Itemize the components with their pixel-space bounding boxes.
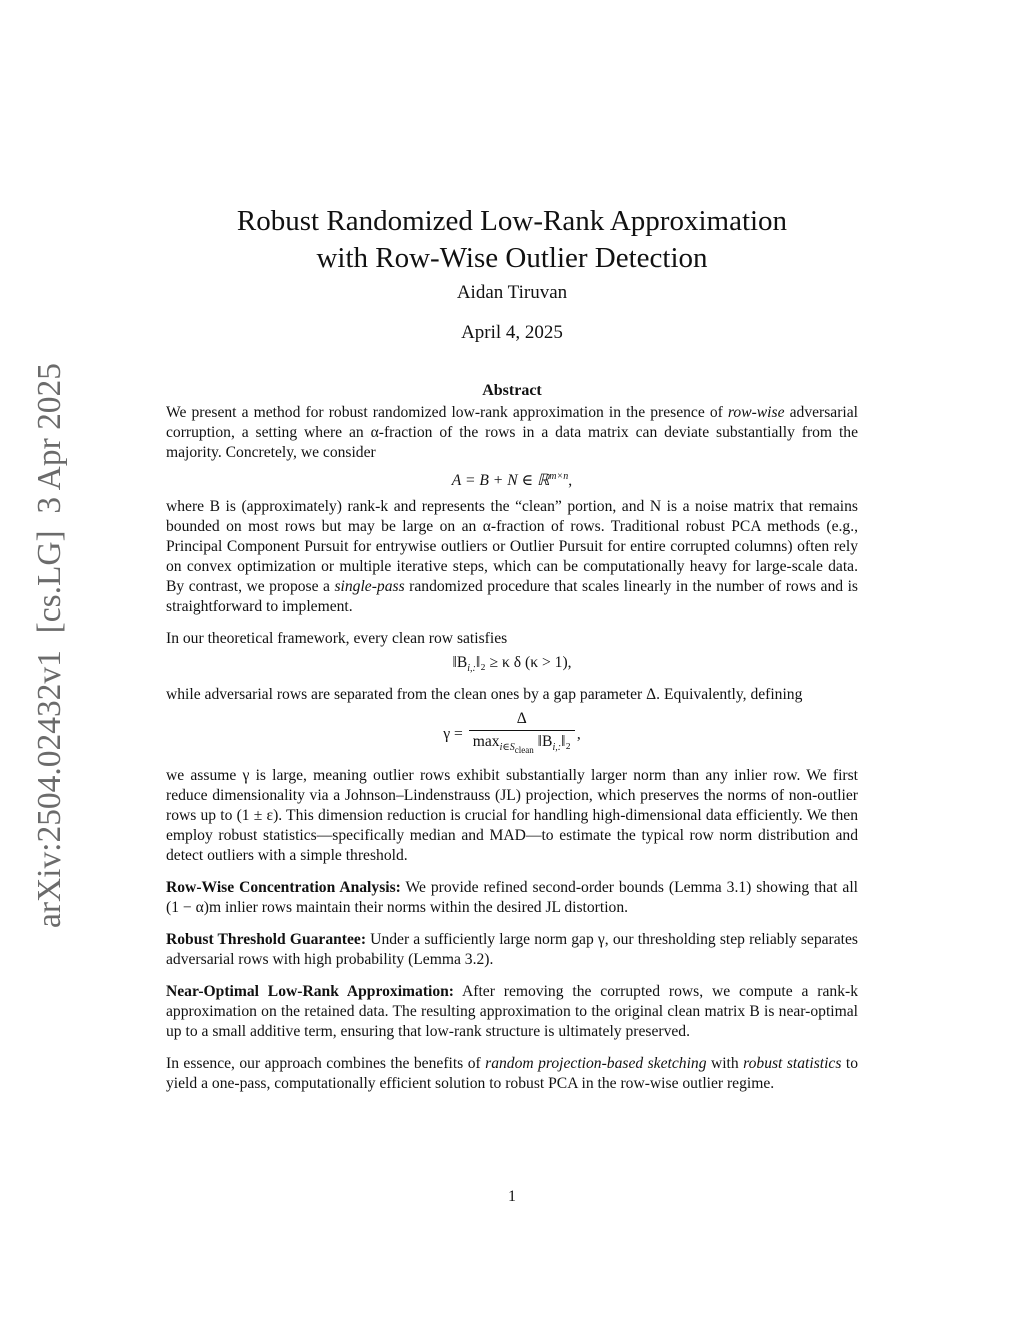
equation-gamma-definition: γ = $\frac{\Delta}{\max_{i\in S_{clean}} ‖B_{i,:}‖_2}$ , (166, 709, 858, 760)
abstract-paragraph-5: we assume γ is large, meaning outlier rows exhibit substantially larger norm than any inlier row. We first reduce dimensionality via a Johnson–Lindenstrauss (JL) projection, which preserves the norms of non-outlier rows up to (1 ± ε). This dimension reduction is crucial for handling high-dimensional data efficiently. We then employ robust statistics—specifically median and MAD—to estimate the typical row norm distribution and detect outliers with a simple threshold. (166, 767, 858, 865)
emphasis-single-pass: single-pass (334, 578, 405, 596)
abstract-paragraph-summary: In essence, our approach combines the benefits of random projection-based sketching with robust statistics to yield a one-pass, computationally efficient solution to robust PCA in the row-wise outlier regime. (166, 1055, 858, 1093)
abstract-paragraph-1: We present a method for robust randomized low-rank approximation in the presence of row-wise adversarial corruption, a setting where an α-fraction of the rows in a data matrix can deviate substantially from the majority. Concretely, we consider (166, 404, 858, 461)
title-line-2: with Row-Wise Outlier Detection (316, 242, 708, 275)
contribution-row-wise-concentration: Row-Wise Concentration Analysis: We provide refined second-order bounds (Lemma 3.1) showing that all (1 − α)m inlier rows maintain their norms within the desired JL distortion. (166, 879, 858, 917)
abstract-body (166, 403, 858, 1106)
publication-date: April 4, 2025 (461, 322, 563, 343)
gamma-fraction: $\frac{\Delta}{\max_{i\in S_{clean}} ‖B_{i,:}‖_2}$ (469, 709, 575, 760)
equation-matrix-decomposition: A = B + N ∈ ℝ$^{m\times n}$, (451, 471, 573, 490)
emphasis-row-wise: row-wise (727, 404, 785, 421)
author-name: Aidan Tiruvan (456, 282, 568, 303)
contribution-near-optimal: Near-Optimal Low-Rank Approximation: After removing the corrupted rows, we compute a rank-k approximation on the retained data. The resulting approximation to the original clean matrix B is near-optimal up to a small additive term, ensuring that low-rank structure is ultimately preserved. (166, 983, 858, 1041)
abstract-paragraph-3: In our theoretical framework, every clean row satisfies (166, 630, 508, 648)
abstract-paragraph-2: where B is (approximately) rank-k and represents the “clean” portion, and N is a noise matrix that remains bounded on most rows but may be large on an α-fraction of rows. Traditional robust PCA methods (e.g., Principal Component Pursuit for entrywise outliers or Outlier Pursuit for entire corrupted columns) often rely on convex optimization or multiple iterative steps, which can be computationally heavy for large-scale data. By contrast, we propose a single-pass randomized procedure that scales linearly in the number of rows and is straightforward to implement. (166, 498, 858, 616)
page-number: 1 (508, 1188, 516, 1205)
abstract-heading: Abstract (482, 382, 542, 399)
arxiv-id-text: arXiv:2504.02432v1 [cs.LG] 3 Apr 2025 (31, 353, 68, 928)
paper-title (160, 203, 864, 277)
contribution-robust-threshold: Robust Threshold Guarantee: Under a sufficiently large norm gap γ, our thresholding step reliably separates adversarial rows with high probability (Lemma 3.2). (166, 931, 858, 969)
arxiv-identifier-stamp (8, 0, 78, 1325)
equation-clean-row-norm: $‖B_{i,:}‖_2 \ge \kappa$ δ (κ > 1), (452, 654, 572, 675)
abstract-paragraph-4: while adversarial rows are separated from the clean ones by a gap parameter Δ. Equivalently, defining (166, 686, 803, 704)
title-line-1: Robust Randomized Low-Rank Approximation (236, 205, 788, 238)
